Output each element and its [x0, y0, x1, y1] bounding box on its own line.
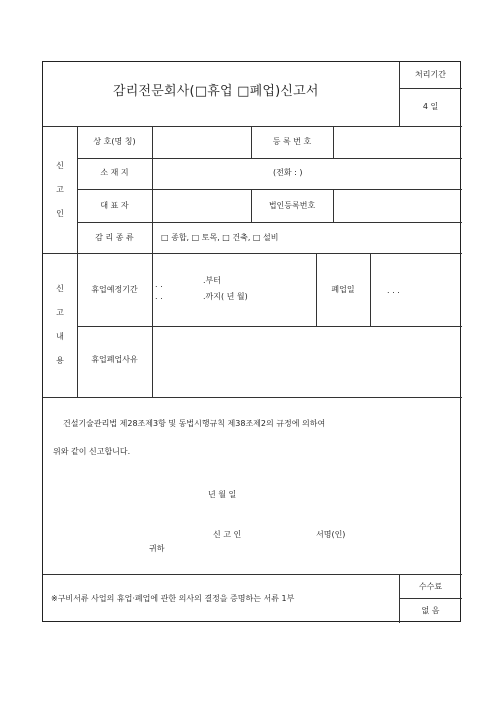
divider-fee [399, 598, 462, 599]
reporter-section-char: 신 [56, 161, 64, 170]
processing-label: 처리기간 [415, 70, 446, 79]
reporter-section-label [54, 154, 66, 226]
divider-row3 [77, 222, 462, 223]
registration-label: 등 록 번 호 [272, 137, 312, 146]
statement-line1: 건설기술관리법 제28조제3항 및 동법시행규칙 제38조제2의 규정에 의하여 [63, 419, 326, 428]
representative-label: 대 표 자 [100, 201, 129, 210]
divider-processing [399, 88, 462, 89]
divider-v-closure2 [370, 253, 371, 326]
statement-date[interactable]: 년 월 일 [208, 490, 237, 499]
divider-reporter-end [43, 253, 462, 254]
reason-label: 휴업폐업사유 [91, 355, 138, 364]
period-from[interactable]: .부터 [203, 276, 221, 285]
form-title: 감리전문회사(□휴업 □폐업)신고서 [113, 84, 319, 99]
closure-date-value[interactable]: . . . [387, 286, 400, 295]
statement-reporter: 신 고 인 [213, 530, 242, 539]
closure-date-label: 폐업일 [331, 285, 355, 294]
period-to[interactable]: .까지( 년 월) [203, 292, 248, 301]
recipient-text: 귀하 [149, 544, 165, 553]
reason-field[interactable] [153, 327, 461, 396]
content-section-char: 용 [56, 356, 64, 365]
address-label: 소 재 지 [100, 168, 129, 177]
address-field[interactable] [153, 159, 461, 188]
content-section-char: 내 [56, 332, 64, 341]
period-to-dots: . . [155, 292, 163, 301]
statement-line2: 위와 같이 신고합니다. [53, 447, 131, 456]
content-section-char: 신 [56, 284, 64, 293]
attachment-note: ※구비서류 사업의 휴업·폐업에 관한 의사의 결정을 증명하는 서류 1부 [51, 594, 295, 603]
content-section-char: 고 [56, 308, 64, 317]
reporter-section-char: 고 [56, 185, 64, 194]
signature-field[interactable]: 서명(인) [316, 530, 346, 539]
report-form [42, 61, 461, 622]
corp-reg-label: 법인등록번호 [268, 201, 316, 210]
period-label: 휴업예정기간 [91, 285, 138, 294]
representative-field[interactable] [153, 190, 250, 221]
corp-reg-field[interactable] [334, 190, 461, 221]
type-label: 감 리 종 류 [95, 233, 134, 242]
registration-field[interactable] [334, 127, 461, 157]
fee-value: 없 음 [421, 606, 440, 615]
processing-value: 4 일 [422, 102, 439, 111]
content-section-label [54, 277, 66, 373]
period-from-dots: . . [155, 280, 163, 289]
type-options[interactable]: □ 종합, □ 토목, □ 건축, □ 설비 [161, 233, 279, 242]
company-field[interactable] [153, 127, 250, 157]
fee-label: 수수료 [418, 582, 443, 591]
company-label: 상 호(명 칭) [93, 137, 136, 146]
divider-content-end [43, 397, 462, 398]
reporter-section-char: 인 [56, 209, 64, 218]
phone-text: (전화 : ) [273, 168, 303, 177]
